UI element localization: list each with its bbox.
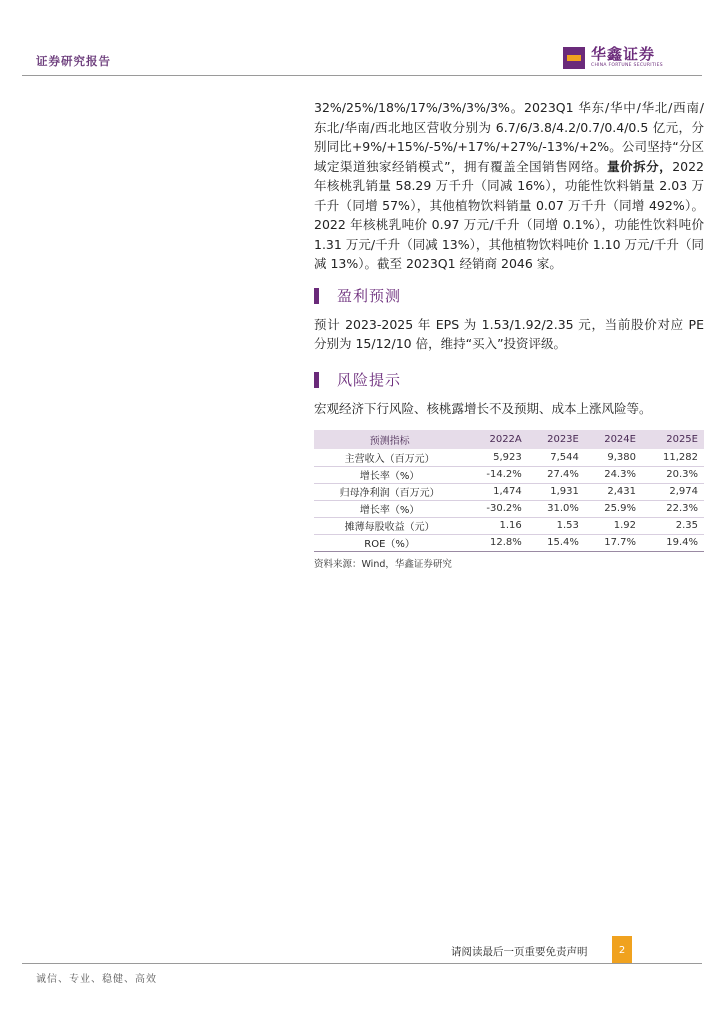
table-cell: 7,544	[528, 449, 585, 466]
table-row	[314, 534, 704, 551]
table-cell: 12.8%	[465, 534, 528, 551]
table-cell: 1.92	[585, 517, 642, 534]
table-header-cell: 预测指标	[314, 430, 465, 449]
table-row-label: 摊薄每股收益（元）	[314, 517, 465, 534]
table-header-cell: 2023E	[528, 430, 585, 449]
table-cell: 27.4%	[528, 466, 585, 483]
table-row-label: ROE（%）	[314, 534, 465, 551]
risk-heading	[314, 368, 704, 392]
table-row-label: 增长率（%）	[314, 500, 465, 517]
table-row-label: 增长率（%）	[314, 466, 465, 483]
table-source-note: 资料来源：Wind，华鑫证券研究	[314, 558, 452, 570]
table-cell: -30.2%	[465, 500, 528, 517]
table-cell: 25.9%	[585, 500, 642, 517]
company-motto: 诚信、专业、稳健、高效	[36, 974, 157, 985]
report-type-label: 证券研究报告	[36, 54, 111, 68]
table-row	[314, 517, 704, 534]
table-cell: 1.16	[465, 517, 528, 534]
section-title-risk: 风险提示	[337, 371, 402, 389]
section-title-profit: 盈利预测	[337, 287, 402, 305]
page-number: 2	[612, 936, 632, 964]
table-row	[314, 483, 704, 500]
table-cell: 19.4%	[642, 534, 704, 551]
table-cell: 2,974	[642, 483, 704, 500]
table-header-row	[314, 430, 704, 449]
profit-forecast-paragraph: 预计 2023-2025 年 EPS 为 1.53/1.92/2.35 元，当前股价对应 PE 分别为 15/12/10 倍，维持“买入”投资评级。	[314, 316, 704, 351]
table-header-cell: 2022A	[465, 430, 528, 449]
table-cell: 2.35	[642, 517, 704, 534]
table-cell: 31.0%	[528, 500, 585, 517]
company-logo	[563, 46, 663, 69]
volume-price-heading: 量价拆分，	[607, 158, 673, 174]
footer-divider	[22, 963, 702, 964]
table-cell: 2,431	[585, 483, 642, 500]
section-marker-icon	[314, 288, 319, 304]
section-marker-icon	[314, 372, 319, 388]
disclaimer-notice: 请阅读最后一页重要免责声明	[451, 946, 588, 958]
table-cell: 9,380	[585, 449, 642, 466]
header-divider	[22, 75, 702, 76]
main-content	[314, 98, 704, 570]
table-cell: 17.7%	[585, 534, 642, 551]
table-cell: 1,474	[465, 483, 528, 500]
table-header-cell: 2024E	[585, 430, 642, 449]
table-row	[314, 466, 704, 483]
table-cell: 15.4%	[528, 534, 585, 551]
logo-mark-icon	[563, 47, 585, 69]
sales-region-text: 32%/25%/18%/17%/3%/3%/3%。2023Q1 华东/华中/华北/西南/东北/华南/西北地区营收分别为 6.7/6/3.8/4.2/0.7/0.4/0.5 亿元，分别同比+9%/+15%/-5%/+17%/+27%/-13%/+2%。公司坚持“分区域定渠道独家经销模式”，拥有覆盖全国销售网络。	[314, 100, 704, 174]
table-cell: 20.3%	[642, 466, 704, 483]
forecast-table	[314, 430, 704, 552]
table-row	[314, 449, 704, 466]
table-cell: 24.3%	[585, 466, 642, 483]
logo-name-cn: 华鑫证券	[591, 45, 656, 63]
table-row	[314, 500, 704, 517]
profit-forecast-heading	[314, 284, 704, 308]
table-row-label: 主营收入（百万元）	[314, 449, 465, 466]
table-cell: 5,923	[465, 449, 528, 466]
table-header-cell: 2025E	[642, 430, 704, 449]
table-cell: 22.3%	[642, 500, 704, 517]
table-cell: 11,282	[642, 449, 704, 466]
volume-price-text: 2022 年核桃乳销量 58.29 万千升（同减 16%），功能性饮料销量 2.03 万千升（同增 57%），其他植物饮料销量 0.07 万千升（同增 492%）。2022 年核桃乳吨价 0.97 万元/千升（同增 0.1%），功能性饮料吨价 1.31 万元/千升（同减 13%），其他植物饮料吨价 1.10 万元/千升（同减 13%）。截至 2023Q1 经销商 2046 家。	[314, 158, 704, 271]
table-cell: -14.2%	[465, 466, 528, 483]
table-row-label: 归母净利润（百万元）	[314, 483, 465, 500]
risk-paragraph: 宏观经济下行风险、核桃露增长不及预期、成本上涨风险等。	[314, 400, 652, 416]
sales-analysis-paragraph	[314, 98, 704, 274]
table-cell: 1.53	[528, 517, 585, 534]
table-cell: 1,931	[528, 483, 585, 500]
logo-name-en: CHINA FORTUNE SECURITIES	[591, 63, 663, 68]
